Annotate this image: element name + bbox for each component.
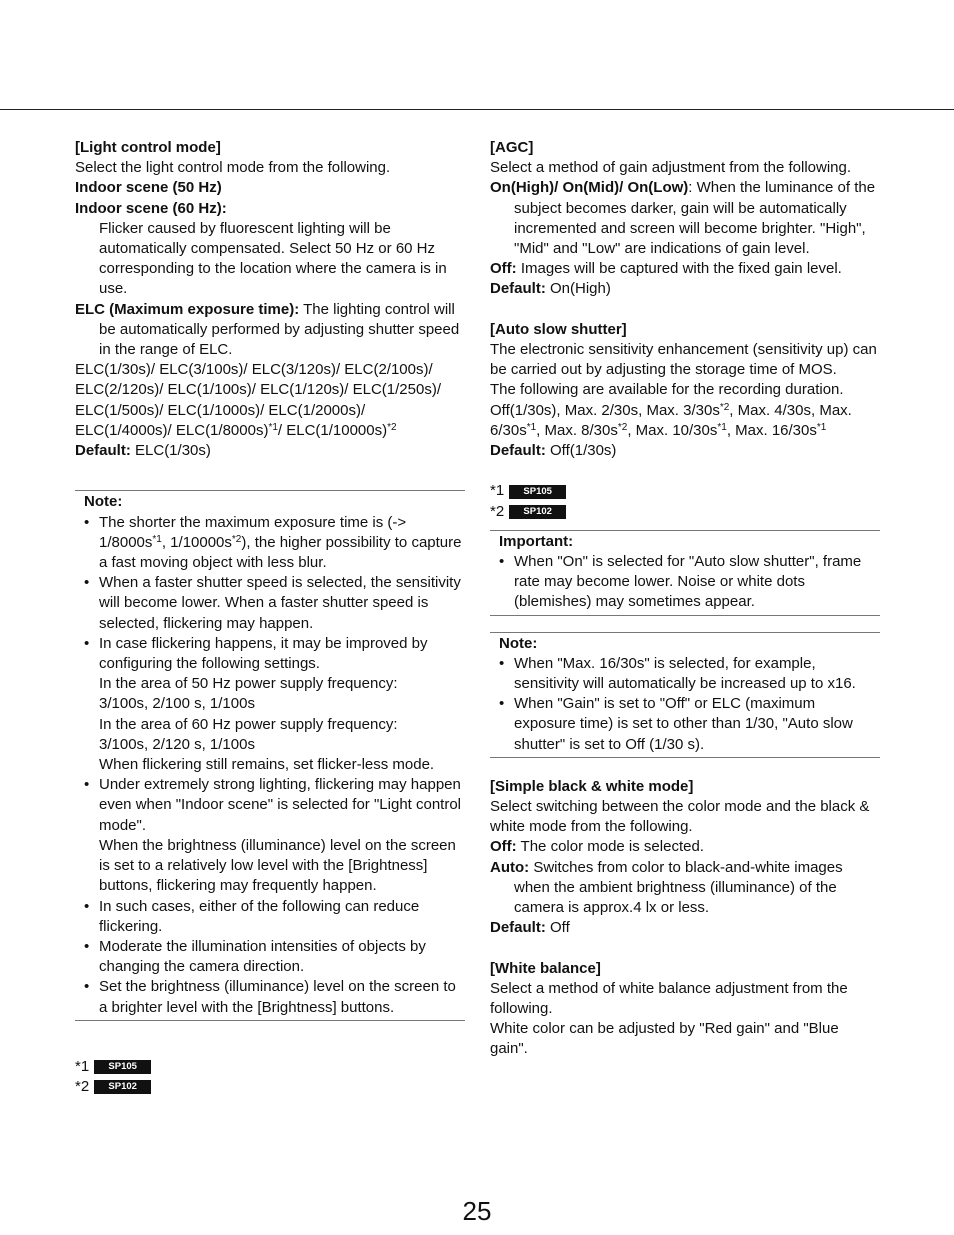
indoor-60-label: Indoor scene (60 Hz):: [75, 199, 227, 217]
note-text: ), the higher possibility to capture a fast moving object with less blur.: [99, 533, 462, 572]
note-text: Moderate the illumination intensities of objects by changing the camera direction.: [99, 937, 426, 976]
note-text: , 1/10000s: [161, 533, 232, 551]
model-badge: SP105: [94, 1060, 151, 1074]
footnote-mark: *1: [490, 482, 505, 500]
note-text: When "Gain" is set to "Off" or ELC (maximum exposure time) is set to other than 1/30, "Auto slow shutter" is set to Off (1/30 s).: [514, 695, 853, 753]
auto-slow-shutter-p2: [490, 380, 880, 441]
model-badge: SP102: [94, 1080, 151, 1094]
bw-off-paragraph: [490, 837, 880, 857]
auto-slow-shutter-title: [Auto slow shutter]: [490, 320, 627, 338]
important-text: When "On" is selected for "Auto slow shutter", frame rate may become lower. Noise or white dots (blemishes) may sometimes appear.: [514, 553, 862, 611]
footnote-2: [490, 502, 880, 522]
note-subtext: 3/100s, 2/120 s, 1/100s: [99, 735, 255, 753]
important-list: [490, 552, 880, 613]
agc-on-description: : When the luminance of the subject becomes darker, gain will be automatically incremented and screen will become brighter. "High", "Mid" and "Low" are indications of gain level.: [514, 179, 876, 258]
default-label: Default:: [490, 280, 546, 298]
ass-text: , Max. 8/30s: [536, 421, 618, 439]
bw-auto-paragraph: [490, 858, 880, 919]
agc-off-label: Off:: [490, 260, 517, 278]
agc-intro: Select a method of gain adjustment from the following.: [490, 159, 852, 177]
important-box: [490, 530, 880, 616]
agc-off-description: Images will be captured with the fixed gain level.: [516, 260, 842, 278]
ass-text: , Max. 10/30s: [627, 421, 718, 439]
agc-on-paragraph: [490, 178, 880, 259]
note-box: [75, 490, 465, 1020]
indoor-50-label: Indoor scene (50 Hz): [75, 179, 222, 197]
list-item: • When "Gain" is set to "Off" or ELC (maximum exposure time) is set to other than 1/30, "Auto slow shutter" is set to Off (1/30 s).: [499, 695, 853, 753]
footnote-1: [75, 1057, 465, 1077]
important-title: Important:: [499, 532, 574, 550]
ass-text: , Max. 16/30s: [726, 421, 817, 439]
default-label: Default:: [490, 919, 546, 937]
note-text: In case flickering happens, it may be improved by configuring the following settings.: [99, 634, 428, 673]
model-badge: SP105: [509, 485, 566, 499]
bw-auto-label: Auto:: [490, 858, 530, 876]
elc-paragraph: [75, 300, 465, 361]
elc-list-text: ELC(1/30s)/ ELC(3/100s)/ ELC(3/120s)/ ELC(2/100s)/ ELC(2/120s)/ ELC(1/100s)/ ELC(1/120s)/ ELC(1/250s)/ ELC(1/500s)/ ELC(1/1000s)/ ELC(1/2000s)/ ELC(1/4000s)/ ELC(1/8000s): [75, 361, 441, 439]
bw-mode-intro: Select switching between the color mode and the black & white mode from the following.: [490, 798, 870, 836]
left-column: [75, 138, 465, 1097]
ass-text: , Max. 4/30s, Max. 6/30s: [490, 401, 852, 439]
footnote-mark: *1: [75, 1057, 90, 1075]
note-subtext: In the area of 60 Hz power supply frequency:: [99, 715, 398, 733]
list-item: • When a faster shutter speed is selected, the sensitivity will become lower. When a faster shutter speed is selected, flickering may happen.: [84, 574, 461, 632]
note-subtext: When the brightness (illuminance) level on the screen is set to a relatively low level with the [Brightness] buttons, flickering may frequently happen.: [99, 836, 456, 895]
ass-text: The following are available for the recording duration. Off(1/30s), Max. 2/30s, Max. 3/30s: [490, 381, 844, 419]
note-text: Under extremely strong lighting, flickering may happen even when "Indoor scene" is selected for "Light control mode".: [99, 776, 462, 834]
footnote-mark: *2: [75, 1077, 90, 1095]
white-balance-title: [White balance]: [490, 959, 601, 977]
agc-on-label: On(High)/ On(Mid)/ On(Low): [490, 179, 689, 197]
bw-off-description: The color mode is selected.: [516, 838, 704, 856]
light-control-intro: Select the light control mode from the following.: [75, 159, 391, 177]
default-value: Off(1/30s): [545, 442, 617, 460]
white-balance-p1: Select a method of white balance adjustment from the following.: [490, 979, 848, 1018]
footnote-ref-1: *1: [816, 421, 827, 433]
footnote-ref-1: *1: [717, 421, 727, 433]
elc-list-mid: / ELC(1/10000s): [277, 421, 388, 439]
note-text: When a faster shutter speed is selected, the sensitivity will become lower. When a faster shutter speed is selected, flickering may happen.: [99, 574, 461, 632]
note-subtext: 3/100s, 2/100 s, 1/100s: [99, 695, 255, 713]
list-item: • Moderate the illumination intensities of objects by changing the camera direction.: [84, 937, 426, 976]
list-item: • When "Max. 16/30s" is selected, for example, sensitivity will automatically be increased up to x16.: [499, 654, 856, 693]
footnote-ref-1: *1: [268, 421, 278, 433]
default-value: ELC(1/30s): [130, 442, 211, 460]
model-badge: SP102: [509, 505, 566, 519]
agc-default: [490, 279, 880, 299]
light-control-title: [Light control mode]: [75, 139, 221, 156]
auto-slow-shutter-default: [490, 441, 880, 461]
list-item: • In such cases, either of the following can reduce flickering.: [84, 897, 420, 935]
elc-list: [75, 360, 465, 441]
note-text: Set the brightness (illuminance) level on the screen to a brighter level with the [Brightness] buttons.: [99, 978, 456, 1016]
footnote-1: [490, 481, 880, 501]
footnote-ref-2: *2: [719, 401, 730, 413]
footnote-ref-1: *1: [526, 421, 537, 433]
bw-mode-title: [Simple black & white mode]: [490, 777, 694, 795]
footnote-ref-2: *2: [617, 421, 628, 433]
list-item: • In case flickering happens, it may be improved by configuring the following settings. In the area of 50 Hz power supply frequency: 3/100s, 2/100 s, 1/100s In the area of 60 Hz power supply frequency: 3/100s, 2/120 s, 1/100s When flickering still remains, set flicker-less mode.: [84, 634, 465, 775]
list-item: • Set the brightness (illuminance) level on the screen to a brighter level with the [Brightness] buttons.: [84, 978, 456, 1016]
bw-off-label: Off:: [490, 838, 517, 856]
default-label: Default:: [75, 442, 131, 460]
footnote-ref-1: *1: [152, 533, 162, 545]
elc-default: [75, 441, 465, 461]
white-balance-p2: White color can be adjusted by "Red gain" and "Blue gain".: [490, 1020, 839, 1058]
note-title: Note:: [84, 493, 123, 511]
note-list: [75, 513, 465, 1018]
header-rule: [0, 109, 954, 110]
footnote-mark: *2: [490, 502, 505, 520]
note-text: When "Max. 16/30s" is selected, for example, sensitivity will automatically be increased up to x16.: [514, 654, 856, 693]
right-column: [490, 138, 880, 1060]
footnote-2: [75, 1077, 465, 1097]
list-item: • When "On" is selected for "Auto slow shutter", frame rate may become lower. Noise or white dots (blemishes) may sometimes appear.: [499, 553, 862, 611]
bw-auto-description: Switches from color to black-and-white images when the ambient brightness (illuminance) of the camera is approx.4 lx or less.: [514, 858, 843, 917]
elc-description: The lighting control will be automatically performed by adjusting shutter speed in the range of ELC.: [99, 300, 460, 359]
indoor-description: Flicker caused by fluorescent lighting will be automatically compensated. Select 50 Hz or 60 Hz corresponding to the location where the camera is in use.: [99, 219, 447, 298]
default-label: Default:: [490, 442, 546, 460]
note-text: The shorter the maximum exposure time is (-> 1/8000s: [99, 513, 407, 551]
note-title: Note:: [499, 634, 538, 652]
page-number: 25: [462, 1196, 492, 1226]
note-list: [490, 654, 880, 755]
note-subtext: In the area of 50 Hz power supply frequency:: [99, 675, 398, 693]
bw-default: [490, 918, 880, 938]
note-box: [490, 632, 880, 758]
agc-off-paragraph: [490, 259, 880, 279]
elc-label: ELC (Maximum exposure time):: [75, 300, 300, 318]
auto-slow-shutter-p1: The electronic sensitivity enhancement (sensitivity up) can be carried out by adjusting the storage time of MOS.: [490, 341, 877, 379]
default-value: Off: [545, 919, 570, 937]
footnote-ref-2: *2: [387, 421, 397, 433]
list-item: • Under extremely strong lighting, flickering may happen even when "Indoor scene" is selected for "Light control mode". When the brightness (illuminance) level on the screen is set to a relatively low level with the [Brightness] buttons, flickering may frequently happen.: [84, 775, 465, 896]
agc-title: [AGC]: [490, 139, 534, 156]
note-text: In such cases, either of the following can reduce flickering.: [99, 897, 420, 935]
default-value: On(High): [545, 280, 611, 298]
note-subtext: When flickering still remains, set flicker-less mode.: [99, 756, 435, 774]
footnote-ref-2: *2: [231, 533, 242, 545]
list-item: • The shorter the maximum exposure time is (-> $1/8000s^{*1}$, $1/10000s^{*2}$), the higher possibility to capture a fast moving object with less blur.: [84, 513, 462, 572]
